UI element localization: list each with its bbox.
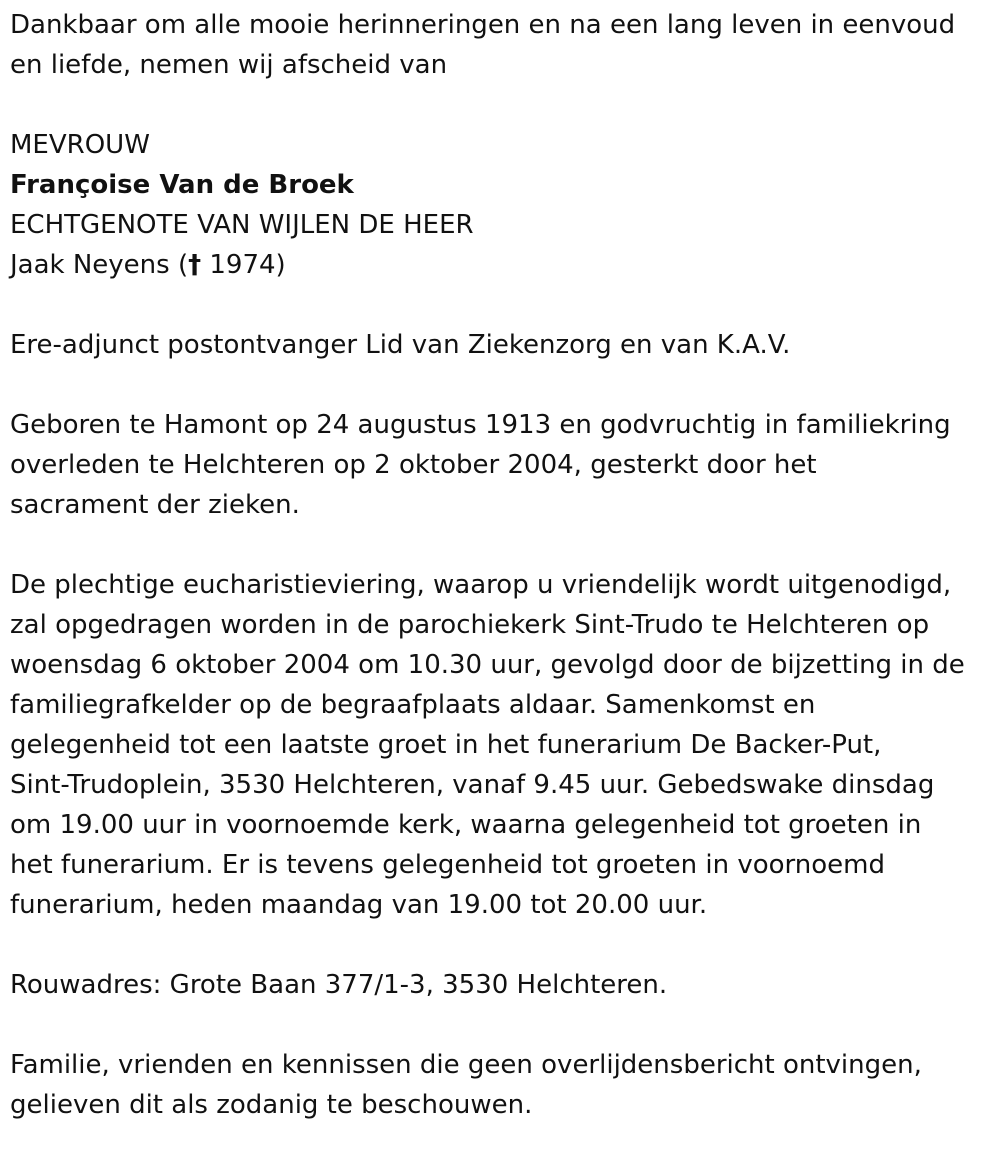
ceremony-paragraph xyxy=(10,565,992,925)
deceased-relation: ECHTGENOTE VAN WIJLEN DE HEER xyxy=(10,210,474,240)
birth-death-paragraph xyxy=(10,405,992,525)
address-line: Rouwadres: Grote Baan 377/1-3, 3530 Helchteren. xyxy=(10,970,668,1000)
ceremony-line: het funerarium. Er is tevens gelegenheid tot groeten in voornoemd xyxy=(10,850,885,880)
spouse-name: Jaak Neyens ( xyxy=(10,250,189,280)
ceremony-line: Sint-Trudoplein, 3530 Helchteren, vanaf 9.45 uur. Gebedswake dinsdag xyxy=(10,770,935,800)
deceased-name: Françoise Van de Broek xyxy=(10,170,354,200)
spacer xyxy=(10,925,992,965)
spouse-line xyxy=(10,245,992,285)
birth-death-line: sacrament der zieken. xyxy=(10,490,300,520)
spacer xyxy=(10,365,992,405)
ceremony-line: familiegrafkelder op de begraafplaats aldaar. Samenkomst en xyxy=(10,690,816,720)
intro-line: Dankbaar om alle mooie herinneringen en na een lang leven in eenvoud xyxy=(10,10,956,40)
ceremony-line: om 19.00 uur in voornoemde kerk, waarna gelegenheid tot groeten in xyxy=(10,810,922,840)
spacer xyxy=(10,85,992,125)
ceremony-line: woensdag 6 oktober 2004 om 10.30 uur, gevolgd door de bijzetting in de xyxy=(10,650,965,680)
closing-paragraph xyxy=(10,1045,992,1125)
death-notice xyxy=(10,5,992,1125)
birth-death-line: Geboren te Hamont op 24 augustus 1913 en godvruchtig in familiekring xyxy=(10,410,951,440)
occupation-paragraph xyxy=(10,325,992,365)
ceremony-line: zal opgedragen worden in de parochiekerk Sint-Trudo te Helchteren op xyxy=(10,610,930,640)
birth-death-line: overleden te Helchteren op 2 oktober 2004, gesterkt door het xyxy=(10,450,817,480)
intro-paragraph xyxy=(10,5,992,85)
intro-line: en liefde, nemen wij afscheid van xyxy=(10,50,448,80)
spacer xyxy=(10,1005,992,1045)
spacer xyxy=(10,285,992,325)
closing-line: gelieven dit als zodanig te beschouwen. xyxy=(10,1090,533,1120)
spouse-year: 1974) xyxy=(201,250,286,280)
ceremony-line: gelegenheid tot een laatste groet in het funerarium De Backer-Put, xyxy=(10,730,882,760)
closing-line: Familie, vrienden en kennissen die geen overlijdensbericht ontvingen, xyxy=(10,1050,922,1080)
address-paragraph xyxy=(10,965,992,1005)
ceremony-line: De plechtige eucharistieviering, waarop u vriendelijk wordt uitgenodigd, xyxy=(10,570,952,600)
spacer xyxy=(10,525,992,565)
cross-icon: † xyxy=(188,250,202,280)
occupation-line: Ere-adjunct postontvanger Lid van Ziekenzorg en van K.A.V. xyxy=(10,330,791,360)
deceased-title: MEVROUW xyxy=(10,130,150,160)
ceremony-line: funerarium, heden maandag van 19.00 tot 20.00 uur. xyxy=(10,890,708,920)
deceased-block xyxy=(10,125,992,285)
